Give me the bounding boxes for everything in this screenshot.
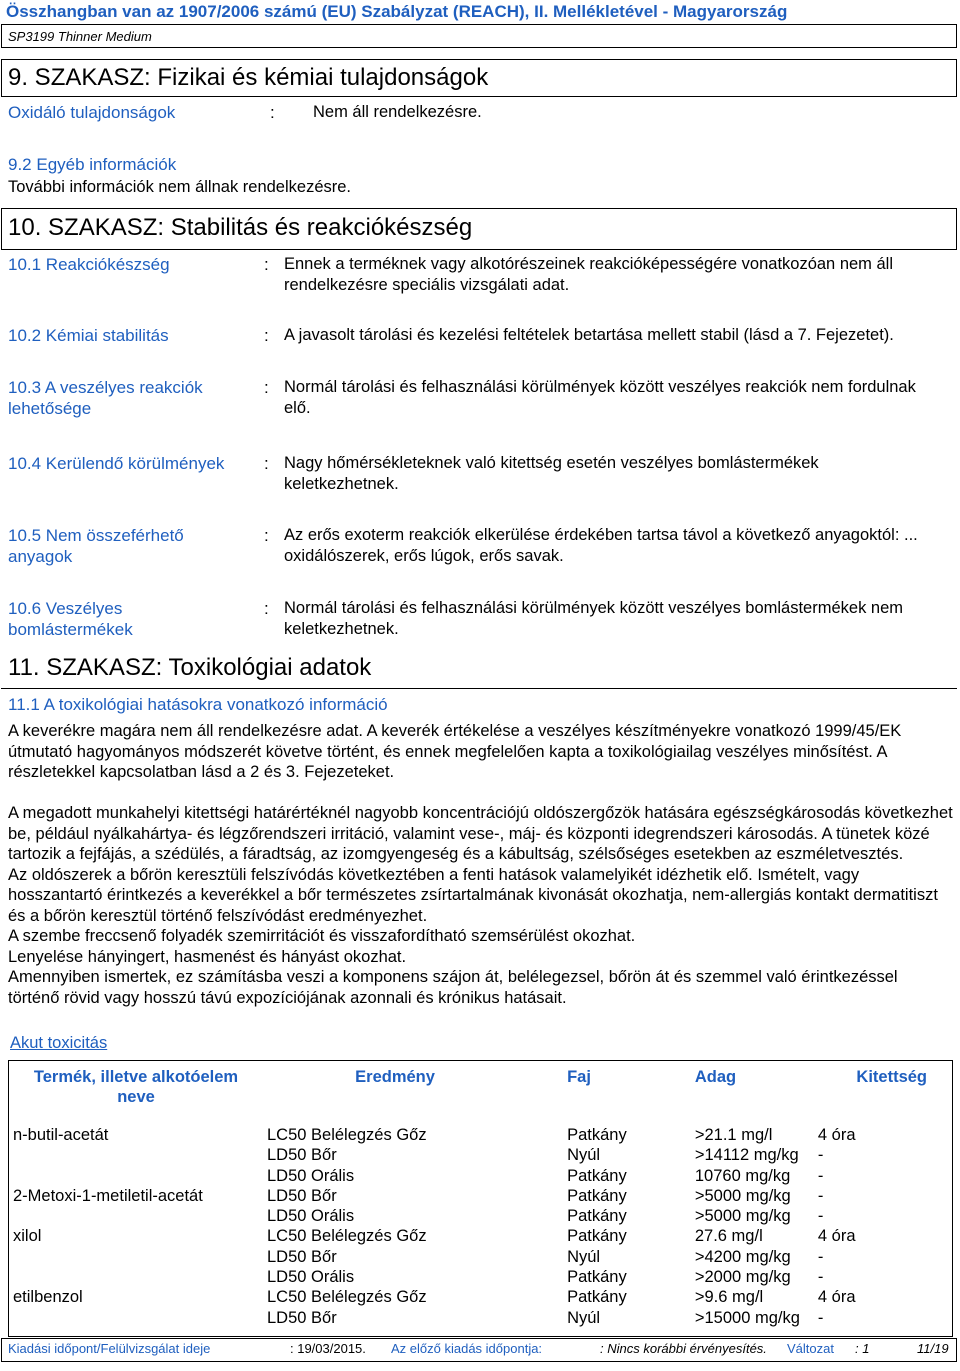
- cell-product-name: 2-Metoxi-1-metiletil-acetát: [13, 1186, 203, 1205]
- tox-text-line: Amennyiben ismertek, ez számításba veszi a komponens szájon át, belélegezsel, bőrön át és szemmel való érintkezéssel történő rövid vagy hosszú távú expozíciójának azonnali és krónikus hatásait.: [8, 968, 898, 1007]
- table-row: [9, 1247, 953, 1267]
- tox-text-line: A szembe freccsenő folyadék szemirritációt és visszafordítható szemsérülést okozhat.: [8, 927, 636, 945]
- cell-product-name: [9, 1247, 263, 1267]
- table-row: [9, 1206, 953, 1226]
- issue-date-label: Kiadási időpont/Felülvizsgálat ideje: [8, 1341, 211, 1356]
- cell-exposure: -: [817, 1268, 824, 1287]
- section11-divider: [1, 688, 957, 689]
- table-header-row: [9, 1061, 953, 1120]
- cell-product-name: [9, 1267, 263, 1287]
- item-10-3-value: Normál tárolási és felhasználási körülmények között veszélyes reakciók nem fordulnak elő.: [284, 378, 916, 417]
- document-title: Összhangban van az 1907/2006 számú (EU) Szabályzat (REACH), II. Mellékletével - Magyarország: [6, 2, 788, 21]
- colon: :: [264, 255, 269, 274]
- cell-dose: >21.1 mg/l: [694, 1126, 773, 1144]
- product-name: SP3199 Thinner Medium: [8, 29, 152, 44]
- cell-exposure: -: [817, 1207, 824, 1226]
- table-row: [9, 1267, 953, 1287]
- sub92-text: További információk nem állnak rendelkezésre.: [8, 178, 352, 196]
- colon: :: [270, 103, 275, 122]
- table-row: [9, 1145, 953, 1165]
- item-10-5-value: Az erős exoterm reakciók elkerülése érdekében tartsa távol a következő anyagoktól: ... oxidálószerek, erős lúgok, erős savak.: [284, 526, 918, 565]
- cell-species: Patkány: [567, 1166, 627, 1185]
- table-row: [9, 1166, 953, 1186]
- colon: :: [264, 526, 269, 545]
- table-row: [9, 1119, 953, 1145]
- cell-exposure: 4 óra: [817, 1288, 856, 1307]
- oxidizing-label: Oxidáló tulajdonságok: [8, 103, 176, 122]
- col-header-dose: Adag: [694, 1068, 737, 1086]
- item-10-2-label: 10.2 Kémiai stabilitás: [8, 326, 169, 345]
- cell-exposure: -: [817, 1186, 824, 1205]
- cell-dose: >2000 mg/kg: [694, 1268, 791, 1287]
- colon: :: [264, 599, 269, 618]
- issue-date-value: : 19/03/2015.: [290, 1341, 366, 1356]
- table-row: [9, 1226, 953, 1246]
- cell-product-name: xilol: [13, 1227, 42, 1246]
- section11-title: 11. SZAKASZ: Toxikológiai adatok: [8, 654, 372, 681]
- cell-exposure: -: [817, 1247, 824, 1266]
- cell-dose: 27.6 mg/l: [694, 1227, 763, 1246]
- tox-text-line: Az oldószerek a bőrön keresztüli felszívódás következtében a fenti hatások valamelyikét idézhetik elő. Ismételt, vagy hosszantartó érintkezés a keverékkel a bőr természetes zsírtartalmának kivonását okozhatja, nem-allergiás kontakt dermatitiszt és a bőrön keresztül történő felszívódást eredményezhet.: [8, 865, 938, 925]
- item-10-6-value: Normál tárolási és felhasználási körülmények között veszélyes bomlástermékek nem keletkezhetnek.: [284, 599, 903, 638]
- cell-product-name: [9, 1145, 263, 1165]
- item-10-2-value: A javasolt tárolási és kezelési feltételek betartása mellett stabil (lásd a 7. Fejezetet).: [284, 326, 894, 344]
- col-header-name: Termék, illetve alkotóelem neve: [33, 1068, 239, 1106]
- cell-exposure: -: [817, 1166, 824, 1185]
- cell-species: Nyúl: [567, 1146, 601, 1165]
- cell-result: LC50 Belélegzés Gőz: [266, 1227, 427, 1246]
- cell-exposure: 4 óra: [817, 1126, 856, 1144]
- cell-dose: >9.6 mg/l: [694, 1288, 764, 1307]
- cell-species: Patkány: [567, 1186, 627, 1205]
- cell-product-name: etilbenzol: [13, 1288, 83, 1307]
- colon: :: [264, 454, 269, 473]
- sub111-title: 11.1 A toxikológiai hatásokra vonatkozó információ: [8, 695, 388, 714]
- tox-paragraph-1: A keverékre magára nem áll rendelkezésre adat. A keverék értékelése a veszélyes készítményekre vonatkozó 1999/45/EK útmutató hagyományos módszerét követve történt, és ennek megfelelően kapta a toxikológiailag veszélyes minősítést. A részletekkel kapcsolatban lásd a 2 és 3. Fejezeteket.: [8, 722, 902, 781]
- item-10-4-label: 10.4 Kerülendő körülmények: [8, 454, 225, 473]
- item-10-1-value: Ennek a terméknek vagy alkotórészeinek reakcióképességére vonatkozóan nem áll rendelkezésre speciális vizsgálati adat.: [284, 255, 894, 294]
- item-10-1-label: 10.1 Reakciókészség: [8, 255, 170, 274]
- section9-title: 9. SZAKASZ: Fizikai és kémiai tulajdonságok: [8, 64, 489, 91]
- cell-species: Nyúl: [567, 1308, 601, 1327]
- col-header-result: Eredmény: [355, 1068, 435, 1086]
- version-label: Változat: [787, 1341, 834, 1356]
- acute-toxicity-table: [8, 1060, 953, 1337]
- cell-product-name: [9, 1166, 263, 1186]
- item-10-3-label: 10.3 A veszélyes reakciók lehetősége: [8, 378, 203, 418]
- cell-result: LD50 Bőr: [266, 1146, 337, 1165]
- cell-result: LD50 Orális: [266, 1207, 355, 1226]
- oxidizing-value: Nem áll rendelkezésre.: [313, 103, 482, 121]
- cell-result: LC50 Belélegzés Gőz: [266, 1126, 427, 1144]
- colon: :: [264, 378, 269, 397]
- cell-dose: >15000 mg/kg: [694, 1308, 800, 1327]
- table-row: [9, 1186, 953, 1206]
- cell-product-name: [9, 1308, 263, 1337]
- cell-species: Patkány: [567, 1268, 627, 1287]
- tox-text-line: Lenyelése hányingert, hasmenést és hányást okozhat.: [8, 947, 407, 966]
- cell-result: LD50 Bőr: [266, 1247, 337, 1266]
- table-row: [9, 1287, 953, 1307]
- cell-exposure: -: [817, 1308, 824, 1327]
- tox-text-line: A megadott munkahelyi kitettségi határértéknél nagyobb koncentrációjú oldószergőzök hatására egészségkárosodás következhet be, például nyálkahártya- és légzőrendszeri irritáció, valamint vese-, máj- és központi idegrendszeri károsodás. A tünetek közé tartozik a fejfájás, a szédülés, a fáradtság, az izomgyengeség és a kábultság, szélsőséges esetekben az eszméletvesztés.: [8, 804, 953, 863]
- cell-dose: >14112 mg/kg: [694, 1146, 799, 1165]
- table-row: [9, 1308, 953, 1337]
- cell-species: Patkány: [567, 1207, 627, 1226]
- cell-result: LD50 Bőr: [266, 1308, 337, 1327]
- cell-exposure: -: [817, 1146, 824, 1165]
- section10-title: 10. SZAKASZ: Stabilitás és reakciókészség: [8, 214, 473, 241]
- cell-product-name: [9, 1206, 263, 1226]
- cell-product-name: n-butil-acetát: [13, 1126, 109, 1144]
- prev-issue-value: : Nincs korábbi érvényesítés.: [600, 1341, 767, 1356]
- sub92-title: 9.2 Egyéb információk: [8, 155, 177, 174]
- cell-dose: >5000 mg/kg: [694, 1186, 791, 1205]
- page-number: 11/19: [917, 1341, 949, 1356]
- item-10-6-label: 10.6 Veszélyes bomlástermékek: [8, 599, 133, 639]
- cell-result: LD50 Bőr: [266, 1186, 337, 1205]
- prev-issue-label: Az előző kiadás időpontja:: [391, 1341, 543, 1356]
- cell-species: Patkány: [567, 1227, 627, 1246]
- cell-dose: 10760 mg/kg: [694, 1166, 791, 1185]
- cell-species: Nyúl: [567, 1247, 601, 1266]
- item-10-5-label: 10.5 Nem összeférhető anyagok: [8, 526, 184, 566]
- tox-paragraph-2: [8, 803, 953, 1008]
- cell-result: LD50 Orális: [266, 1166, 355, 1185]
- col-header-species: Faj: [567, 1068, 591, 1086]
- acute-toxicity-link[interactable]: Akut toxicitás: [10, 1034, 108, 1052]
- cell-dose: >4200 mg/kg: [694, 1247, 791, 1266]
- version-value: : 1: [855, 1341, 870, 1356]
- cell-species: Patkány: [567, 1126, 627, 1144]
- cell-result: LC50 Belélegzés Gőz: [266, 1288, 427, 1307]
- colon: :: [264, 326, 269, 345]
- col-header-exposure: Kitettség: [856, 1068, 927, 1086]
- item-10-4-value: Nagy hőmérsékleteknek való kitettség esetén veszélyes bomlástermékek keletkezhetnek.: [284, 454, 819, 493]
- cell-exposure: 4 óra: [817, 1227, 856, 1246]
- cell-result: LD50 Orális: [266, 1268, 355, 1287]
- cell-species: Patkány: [567, 1288, 627, 1307]
- cell-dose: >5000 mg/kg: [694, 1207, 791, 1226]
